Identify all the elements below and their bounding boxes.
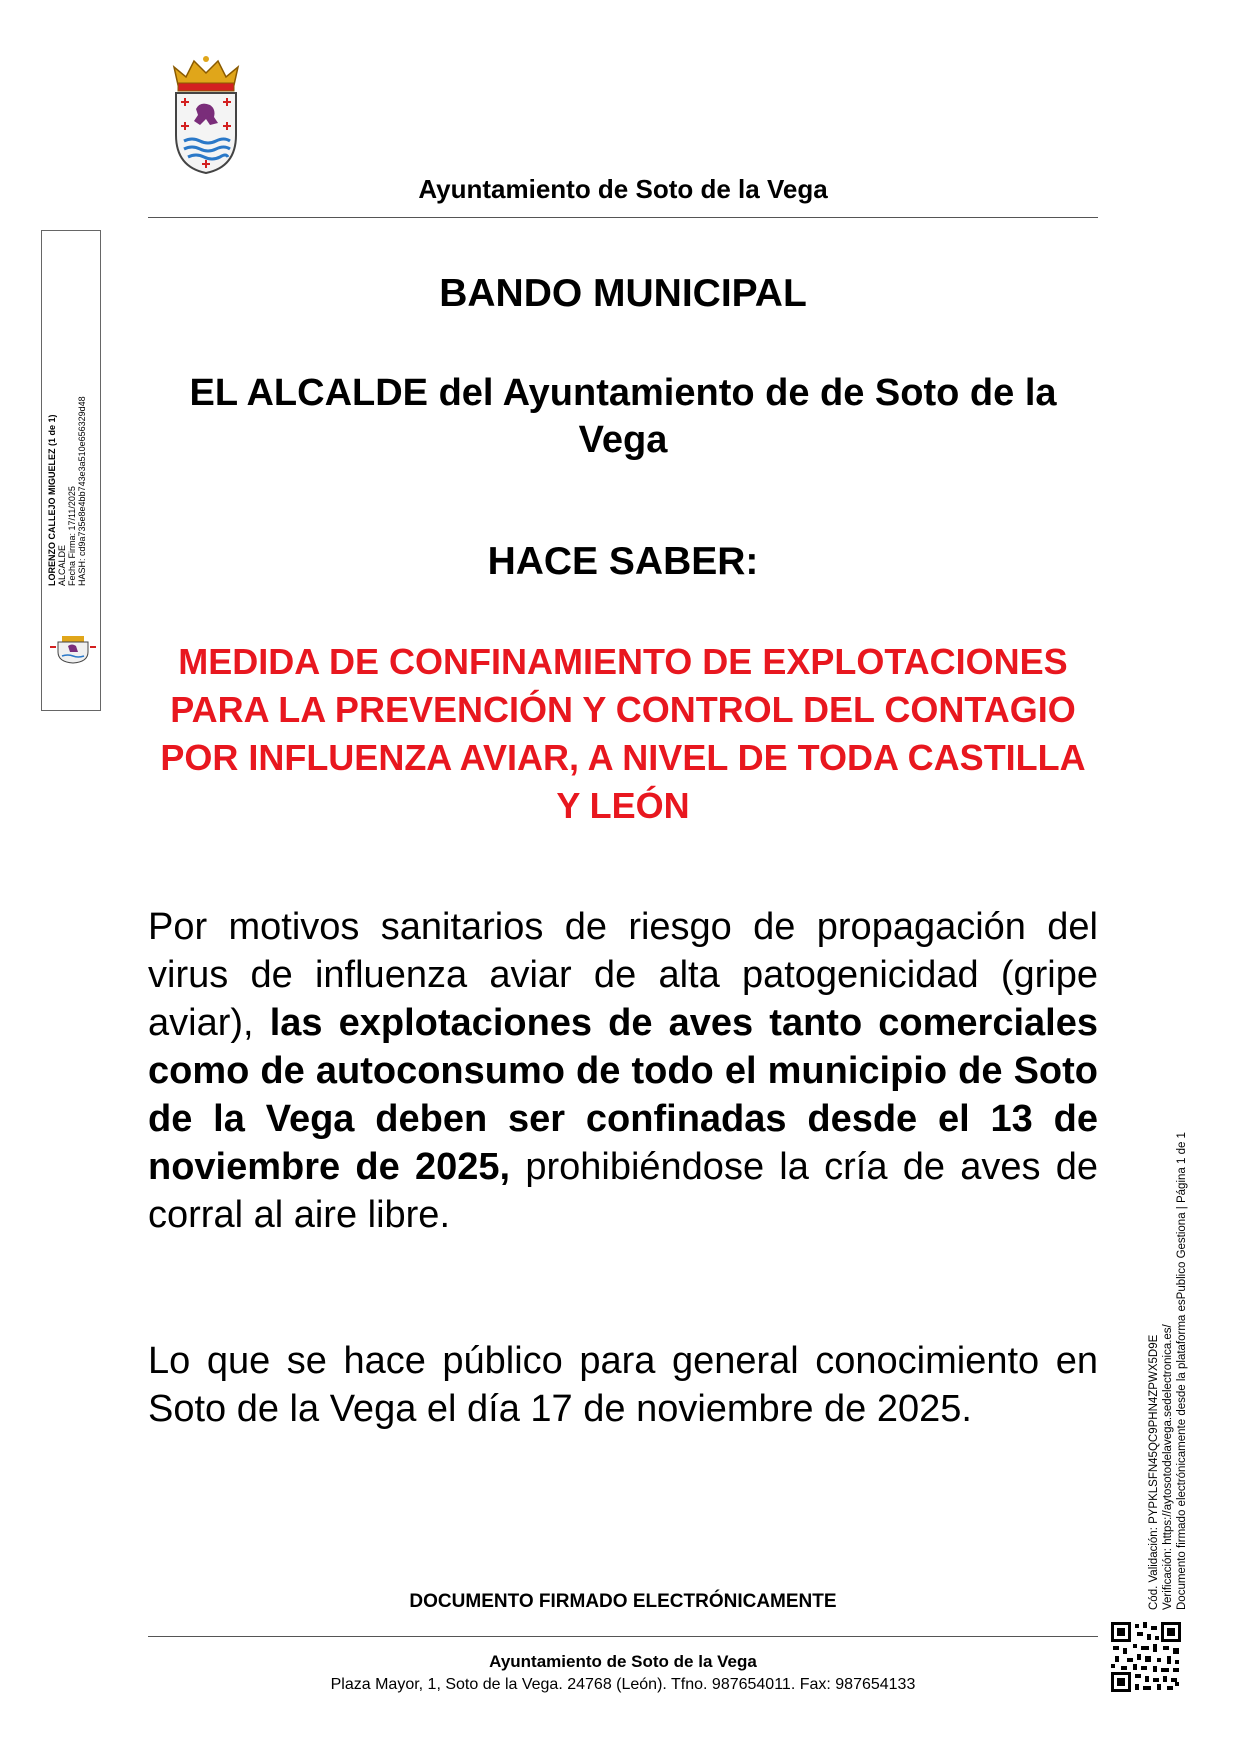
footer-divider <box>148 1636 1098 1637</box>
signer-name: LORENZO CALLEJO MIGUELEZ (1 de 1) <box>47 414 57 586</box>
footer-address: Plaza Mayor, 1, Soto de la Vega. 24768 (León). Tfno. 987654011. Fax: 987654133 <box>330 1676 916 1693</box>
verification-url: Verificación: https://aytosotodelavega.sedelectronica.es/ <box>1162 1324 1174 1610</box>
signature-details <box>47 226 97 586</box>
signature-seal-icon <box>48 632 98 664</box>
closing-paragraph: Lo que se hace público para general conocimiento en Soto de la Vega el día 17 de noviembre de 2025. <box>148 1340 1098 1430</box>
header-divider <box>148 217 1098 218</box>
signer-role: ALCALDE <box>57 544 67 586</box>
signature-date: Fecha Firma: 17/11/2025 <box>67 486 77 586</box>
paragraph-text-start: Por motivos sanitarios de riesgo de propagación del virus de influenza aviar de alta patogenicidad (gripe aviar), <box>148 906 1098 1044</box>
signature-hash: HASH: cd9a735e8e4bb743e3a510e656329d48 <box>77 396 87 586</box>
validation-code: Cód. Validación: PYPKLSFN45QC9PHN4ZPWX5D9E <box>1148 1334 1160 1610</box>
signed-note: DOCUMENTO FIRMADO ELECTRÓNICAMENTE <box>409 1591 837 1612</box>
verification-info <box>1147 1090 1195 1610</box>
platform-note: Documento firmado electrónicamente desde la plataforma esPublico Gestiona | Página 1 de 1 <box>1176 1132 1188 1610</box>
coat-of-arms-logo <box>170 55 242 175</box>
header-title: Ayuntamiento de Soto de la Vega <box>418 174 828 204</box>
qr-code-icon[interactable] <box>1111 1622 1181 1692</box>
footer-organization: Ayuntamiento de Soto de la Vega <box>489 1652 757 1671</box>
announcement-intro: HACE SABER: <box>487 540 759 583</box>
paragraph-text-end: prohibiéndose la cría de aves de corral al aire libre. <box>148 1146 1098 1236</box>
issuer-line: EL ALCALDE del Ayuntamiento de de Soto de la Vega <box>189 372 1057 461</box>
document-title: BANDO MUNICIPAL <box>439 272 807 315</box>
paragraph-text-bold: las explotaciones de aves tanto comerciales como de autoconsumo de todo el municipio de Soto de la Vega deben ser confinadas desde el 13 de noviembre de 2025, <box>148 1002 1098 1188</box>
measure-headline: MEDIDA DE CONFINAMIENTO DE EXPLOTACIONES PARA LA PREVENCIÓN Y CONTROL DEL CONTAGIO POR INFLUENZA AVIAR, A NIVEL DE TODA CASTILLA Y LEÓN <box>160 641 1086 826</box>
main-paragraph <box>148 903 1098 1239</box>
